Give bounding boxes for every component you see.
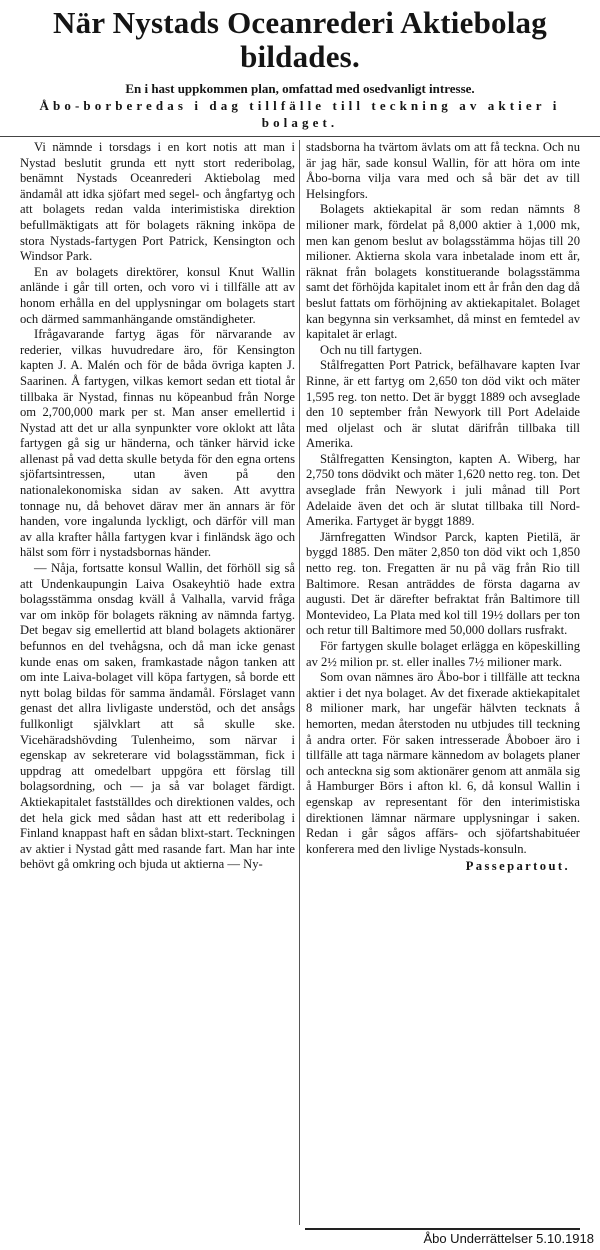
source-caption: Åbo Underrättelser 5.10.1918 [423, 1231, 594, 1246]
column-divider [299, 140, 300, 1225]
paragraph: Och nu till fartygen. [320, 342, 423, 357]
subheadline-line-2: Åbo-borberedas i dag tillfälle till teckning av aktier i bolaget. [39, 98, 561, 130]
paragraph: Stålfregatten Port Patrick, befälhavare kapten Ivar Rinne, är ett fartyg om 2,650 ton död vikt och mäter 1,595 reg. ton netto. Det är byggt 1889 och avseglade den 10 september från Newyork till Port Adelaide med oljelast och är slutat därifrån tillbaka till Amerika. [306, 358, 580, 451]
subheadline-line-1: En i hast uppkommen plan, omfattad med osedvanligt intresse. [125, 81, 475, 96]
paragraph: Bolagets aktiekapital är som redan nämnts 8 milioner mark, fördelat på 8,000 aktier à 1,000 mk, men kan genom beslut av bolagsstämma höjas till 20 milioner. Aktierna skola vara inbetalade inom ett år, räknat från bolagets konstituerande bolagsstämma samt det förhöjda kapitalet inom ett år från den dag då beslut fattats om förhöjning av aktiekapitalet. Bolaget kan begynna sin verksamhet, då minst en femtedel av kapitalet är erlagt. [306, 202, 580, 342]
headline: När Nystads Oceanrederi Aktiebolag bildades. [53, 5, 547, 74]
article-column-left [20, 140, 295, 873]
paragraph: En av bolagets direktörer, konsul Knut Wallin anlände i går till orten, och voro vi i tillfälle att av honom erhålla en del upplysningar om bolagets start och därmed sammanhängande omständigheter. [20, 264, 295, 326]
paragraph: Stålfregatten Kensington, kapten A. Wiberg, har 2,750 tons dödvikt och mäter 1,620 netto reg. ton. Det avseglade från Newyork i juli månad till Port Adelaide även det och är slutat tillbaka till Nord-Amerika. Fartyget är byggt 1889. [306, 451, 580, 529]
paragraph: Ifrågavarande fartyg ägas för närvarande av rederier, vilkas huvudredare äro, för Kensington kapten J. A. Malén och för de båda övriga kapten J. Saarinen. Å fartygen, vilkas kemort sedan ett tiotal år tillbaka är Nystad, finnas nu köpeanbud från Norge om 2,700,000 mark per st. Man anser emellertid i Nystad att det ur alla synpunkter vore oklokt att låta fartygen gå sig ur händerna, och tänker härvid icke allenast på vad detta skulle betyda för den egna ortens sjöfartsintressen, utan även på den nationalekonomiska sidan av saken. Att avyttra tonnage nu, då behovet därav mer än annars är för handen, vore ingalunda lyckligt, och därför vill man av alla krafter hålla fartygen kvar i finländsk ägo och hälst som förr i nystadsbornas händer. [20, 327, 295, 560]
paragraph: Järnfregatten Windsor Parck, kapten Pietilä, är byggd 1885. Den mäter 2,850 ton död vikt och 1,850 netto reg. ton. Fregatten är nu på väg från Rio till Baltimore. Resan anträddes de första dagarna av augusti. Det är därefter befraktat från Baltimore till Montevideo, La Plata med kol till 19½ dollars per ton och retur till Baltimore med 50,000 dollars rusfrakt. [306, 529, 580, 638]
paragraph: stadsborna ha tvärtom ävlats om att få teckna. Och nu är jag här, sade konsul Wallin, för att höra om inte Åbo-borna vilja vara med och så bär det av till Helsingfors. [306, 140, 580, 201]
paragraph: Vi nämnde i torsdags i en kort notis att man i Nystad beslutit grunda ett nytt stort rederibolag, benämnt Nystads Oceanrederi Aktiebolag med ändamål att idka sjöfart med segel- och ångfartyg och att bolagets redan valda interimistiska direktion befullmäktigats att för bolagets räkning inköpa de stora Nystads-fartygen Port Patrick, Kensington och Windsor Park. [20, 140, 295, 264]
subheadline [20, 80, 580, 131]
paragraph: — Nåja, fortsatte konsul Wallin, det förhöll sig så att Undenkaupungin Laiva Osakeyhtiö hade extra bolagsstämma onsdag kväll å Valhalla, varvid fråga var om inköp för bolagets räkning av nämnda fartyg. Det begav sig emellertid att bland bolagets aktionärer befunnos en del tvehågsna, och då man icke genast kunde enas om saken, framkastade någon tanken att om inte Laiva-bolaget vill köpa fartygen, så borde ett nytt bolag bildas för samma ändamål. Förslaget vann genast det allra livligaste understöd, och det ansågs fullkonligt självklart att så skulle ske. Vicehäradshövding Tulenheimo, som närvar i egenskap av sekreterare vid bolagsstämman, fick i uppdrag att omedelbart uppgöra ett förslag till bolagsordning, och — ja så var bolaget färdigt. Aktiekapitalet fastställdes och direktionen valdes, och det hela gick med sådan hast att ett rederibolag i Finland knappast haft en sådan blixt-start. Teckningen av aktier i Nystad gått med rasande fart. Man har inte behövt gå omkring och bjuda ut aktierna — Ny- [20, 561, 295, 872]
end-rule [305, 1228, 580, 1230]
paragraph: För fartygen skulle bolaget erlägga en köpeskilling av 2½ milion pr. st. eller inalles 7½ milioner mark. [306, 639, 580, 669]
paragraph: Som ovan nämnes äro Åbo-bor i tillfälle att teckna aktier i det nya bolaget. Av det fixerade aktiekapitalet 8 milioner mark, har ungefär hälvten tecknats å hemorten, medan återstoden nu utbjudes till teckning å andra orter. För saken intresserade Åboboer äro i tillfälle att taga närmare kännedom av bolagets planer och anteckna sig som aktionärer genom att anmäla sig å Hamburger Börs i afton kl. 6, då konsul Wallin i egenskap av representant för den interimistiska direktionen lämnar närmare upplysningar i saken. Redan i går sågos affärs- och sjöfartshabituéer konferera med den livlige Nystads-konsuln. [306, 670, 580, 856]
article-column-right [306, 140, 580, 875]
author-signature: Passepartout. [465, 859, 570, 874]
header-divider [0, 136, 600, 137]
